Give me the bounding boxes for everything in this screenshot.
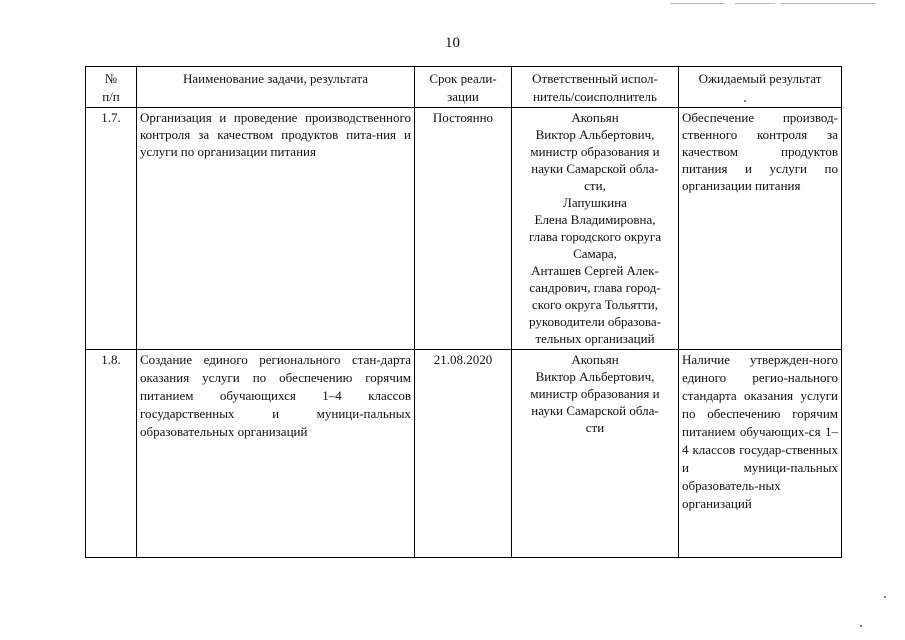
row-number: 1.7. bbox=[86, 108, 137, 350]
header-responsible: Ответственный испол- нитель/соисполнитель bbox=[512, 67, 679, 108]
scan-speck bbox=[884, 596, 886, 598]
row-term: 21.08.2020 bbox=[415, 350, 512, 558]
header-result: Ожидаемый результат bbox=[679, 67, 842, 108]
page-number: 10 bbox=[445, 35, 460, 51]
scan-top-rule bbox=[735, 3, 775, 4]
row-task: Организация и проведение производственного контроля за качеством продуктов пита-ния и услуги по организации питания bbox=[137, 108, 415, 350]
scan-speck bbox=[860, 625, 862, 627]
row-responsible: Акопьян Виктор Альбертович, министр образования и науки Самарской обла- сти, Лапушкина Елена Владимировна, глава городского округа Самара, Анташев Сергей Алек- сандрович, глава город- ского округа Тольятти, руководители образова- тельных организаций bbox=[512, 108, 679, 350]
row-responsible: Акопьян Виктор Альбертович, министр образования и науки Самарской обла- сти bbox=[512, 350, 679, 558]
row-result: Наличие утвержден-ного единого регио-нального стандарта оказания услуги по обеспечению горячим питанием обучающих-ся 1–4 классов государ-ственных и муници-пальных образователь-ных организаций bbox=[679, 350, 842, 558]
row-term: Постоянно bbox=[415, 108, 512, 350]
table-row bbox=[86, 350, 842, 558]
row-number: 1.8. bbox=[86, 350, 137, 558]
header-term: Срок реали- зации bbox=[415, 67, 512, 108]
scan-top-rule bbox=[780, 3, 875, 4]
header-task: Наименование задачи, результата bbox=[137, 67, 415, 108]
table-row bbox=[86, 108, 842, 350]
plan-table bbox=[85, 66, 842, 558]
table-header-row bbox=[86, 67, 842, 108]
header-num: № п/п bbox=[86, 67, 137, 108]
row-task: Создание единого регионального стан-дарта оказания услуги по обеспечению горячим питанием обучающихся 1–4 классов государственных и муници-пальных образовательных организаций bbox=[137, 350, 415, 558]
scan-top-rule bbox=[670, 3, 725, 4]
row-result: Обеспечение производ-ственного контроля за качеством продуктов питания и услуги по организации питания bbox=[679, 108, 842, 350]
